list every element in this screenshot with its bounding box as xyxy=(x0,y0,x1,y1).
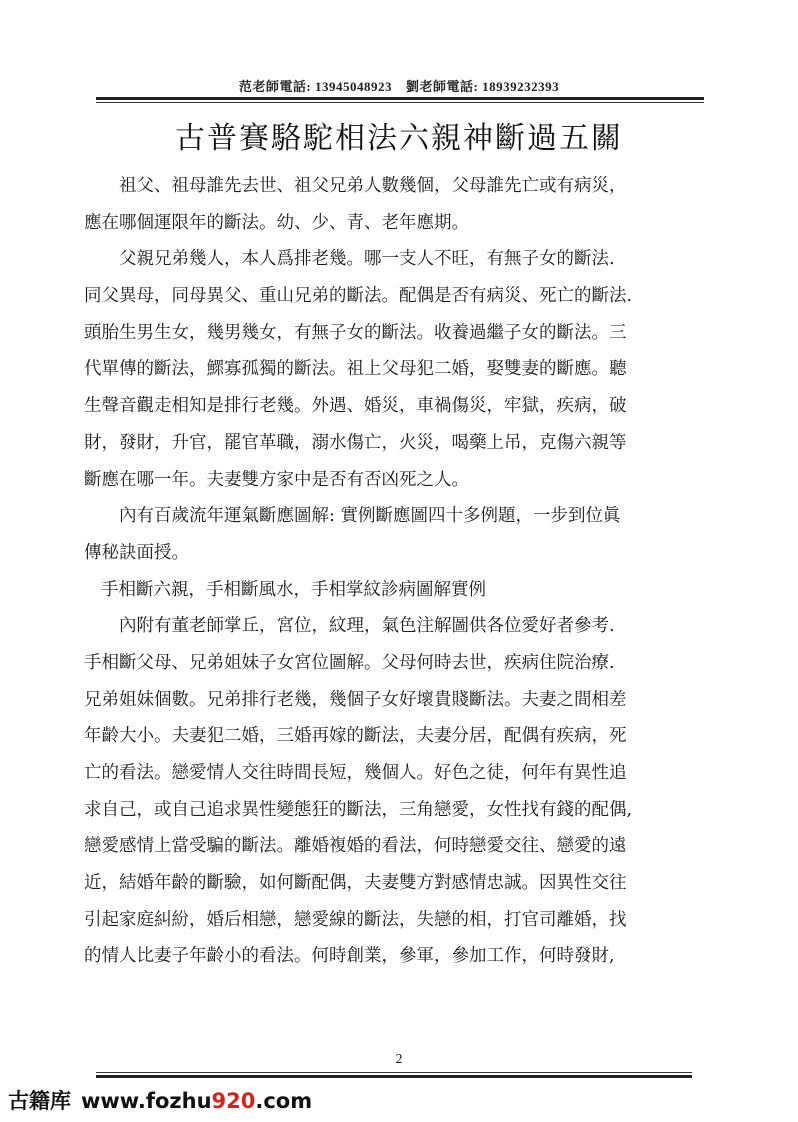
text-line: 祖父、祖母誰先去世、祖父兄弟人數幾個，父母誰先亡或有病災， xyxy=(119,176,627,196)
text-line: 兄弟姐妹個數。兄弟排行老幾，幾個子女好壞貴賤斷法。夫妻之間相差 xyxy=(84,689,627,710)
text-line: 手相斷父母、兄弟姐妹子女宮位圖解。父母何時去世，疾病住院治療. xyxy=(84,652,615,673)
page-number: 2 xyxy=(395,1052,403,1067)
page-header xyxy=(0,76,798,95)
text-line: 內有百歲流年運氣斷應圖解: 實例斷應圖四十多例題，一步到位眞 xyxy=(119,506,621,527)
text-line: 戀愛感情上當受騙的斷法。離婚複婚的看法，何時戀愛交往、戀愛的遠 xyxy=(84,836,627,857)
section-heading: 手相斷六親，手相斷風水，手相掌紋診病圖解實例 xyxy=(101,579,486,600)
text-line: 的情人比妻子年齡小的看法。何時創業，參軍，參加工作，何時發財, xyxy=(84,946,615,967)
text-line: 同父異母，同母異父、重山兄弟的斷法。配偶是否有病災、死亡的斷法. xyxy=(84,286,633,307)
text-line: 內附有董老師掌丘，宮位，紋理，氣色注解圖供各位愛好者參考. xyxy=(119,616,615,637)
contact-fan: 范老師電話: 13945048923 xyxy=(238,79,392,94)
watermark-url-prefix: www.fozhu xyxy=(81,1089,212,1113)
header-rule-thick xyxy=(96,97,704,100)
watermark-url xyxy=(81,1089,312,1113)
body-text xyxy=(84,168,704,975)
text-line: 傳秘訣面授。 xyxy=(84,542,189,563)
text-line: 生聲音觀走相知是排行老幾。外遇、婚災，車禍傷災，牢獄，疾病，破 xyxy=(84,396,627,417)
site-watermark xyxy=(8,1085,312,1115)
contact-liu: 劉老師電話: 18939232393 xyxy=(406,79,560,94)
text-line: 斷應在哪一年。夫妻雙方家中是否有否凶死之人。 xyxy=(84,469,469,490)
page-title: 古普賽駱駝相法六親神斷過五關 xyxy=(175,121,623,156)
text-line: 近，結婚年齡的斷驗，如何斷配偶，夫妻雙方對感情忠誠。因異性交往 xyxy=(84,873,627,894)
watermark-brand: 古籍库 xyxy=(8,1089,71,1113)
footer-rule-thick xyxy=(96,1075,692,1078)
watermark-url-number: 920 xyxy=(211,1089,256,1113)
text-line: 代單傳的斷法，鰥寡孤獨的斷法。祖上父母犯二婚，娶雙妻的斷應。聽 xyxy=(84,359,627,380)
header-rule-thin xyxy=(96,102,704,103)
text-line: 應在哪個運限年的斷法。幼、少、青、老年應期。 xyxy=(84,212,469,233)
watermark-url-suffix: .com xyxy=(255,1089,313,1113)
text-line: 財，發財，升官，罷官革職，溺水傷亡，火災，喝藥上吊，克傷六親等 xyxy=(84,432,627,453)
text-line: 引起家庭糾紛，婚后相戀，戀愛線的斷法，失戀的相，打官司離婚，找 xyxy=(84,909,627,930)
text-line: 亡的看法。戀愛情人交往時間長短，幾個人。好色之徒，何年有異性追 xyxy=(84,763,627,783)
text-line: 求自己，或自己追求異性變態狂的斷法，三角戀愛，女性找有錢的配偶, xyxy=(84,799,633,820)
footer-rule-thin xyxy=(96,1072,692,1073)
text-line: 年齡大小。夫妻犯二婚，三婚再嫁的斷法，夫妻分居，配偶有疾病，死 xyxy=(84,726,627,747)
text-line: 頭胎生男生女，幾男幾女，有無子女的斷法。收養過繼子女的斷法。三 xyxy=(84,322,627,343)
text-line: 父親兄弟幾人，本人爲排老幾。哪一支人不旺，有無子女的斷法. xyxy=(119,249,615,270)
